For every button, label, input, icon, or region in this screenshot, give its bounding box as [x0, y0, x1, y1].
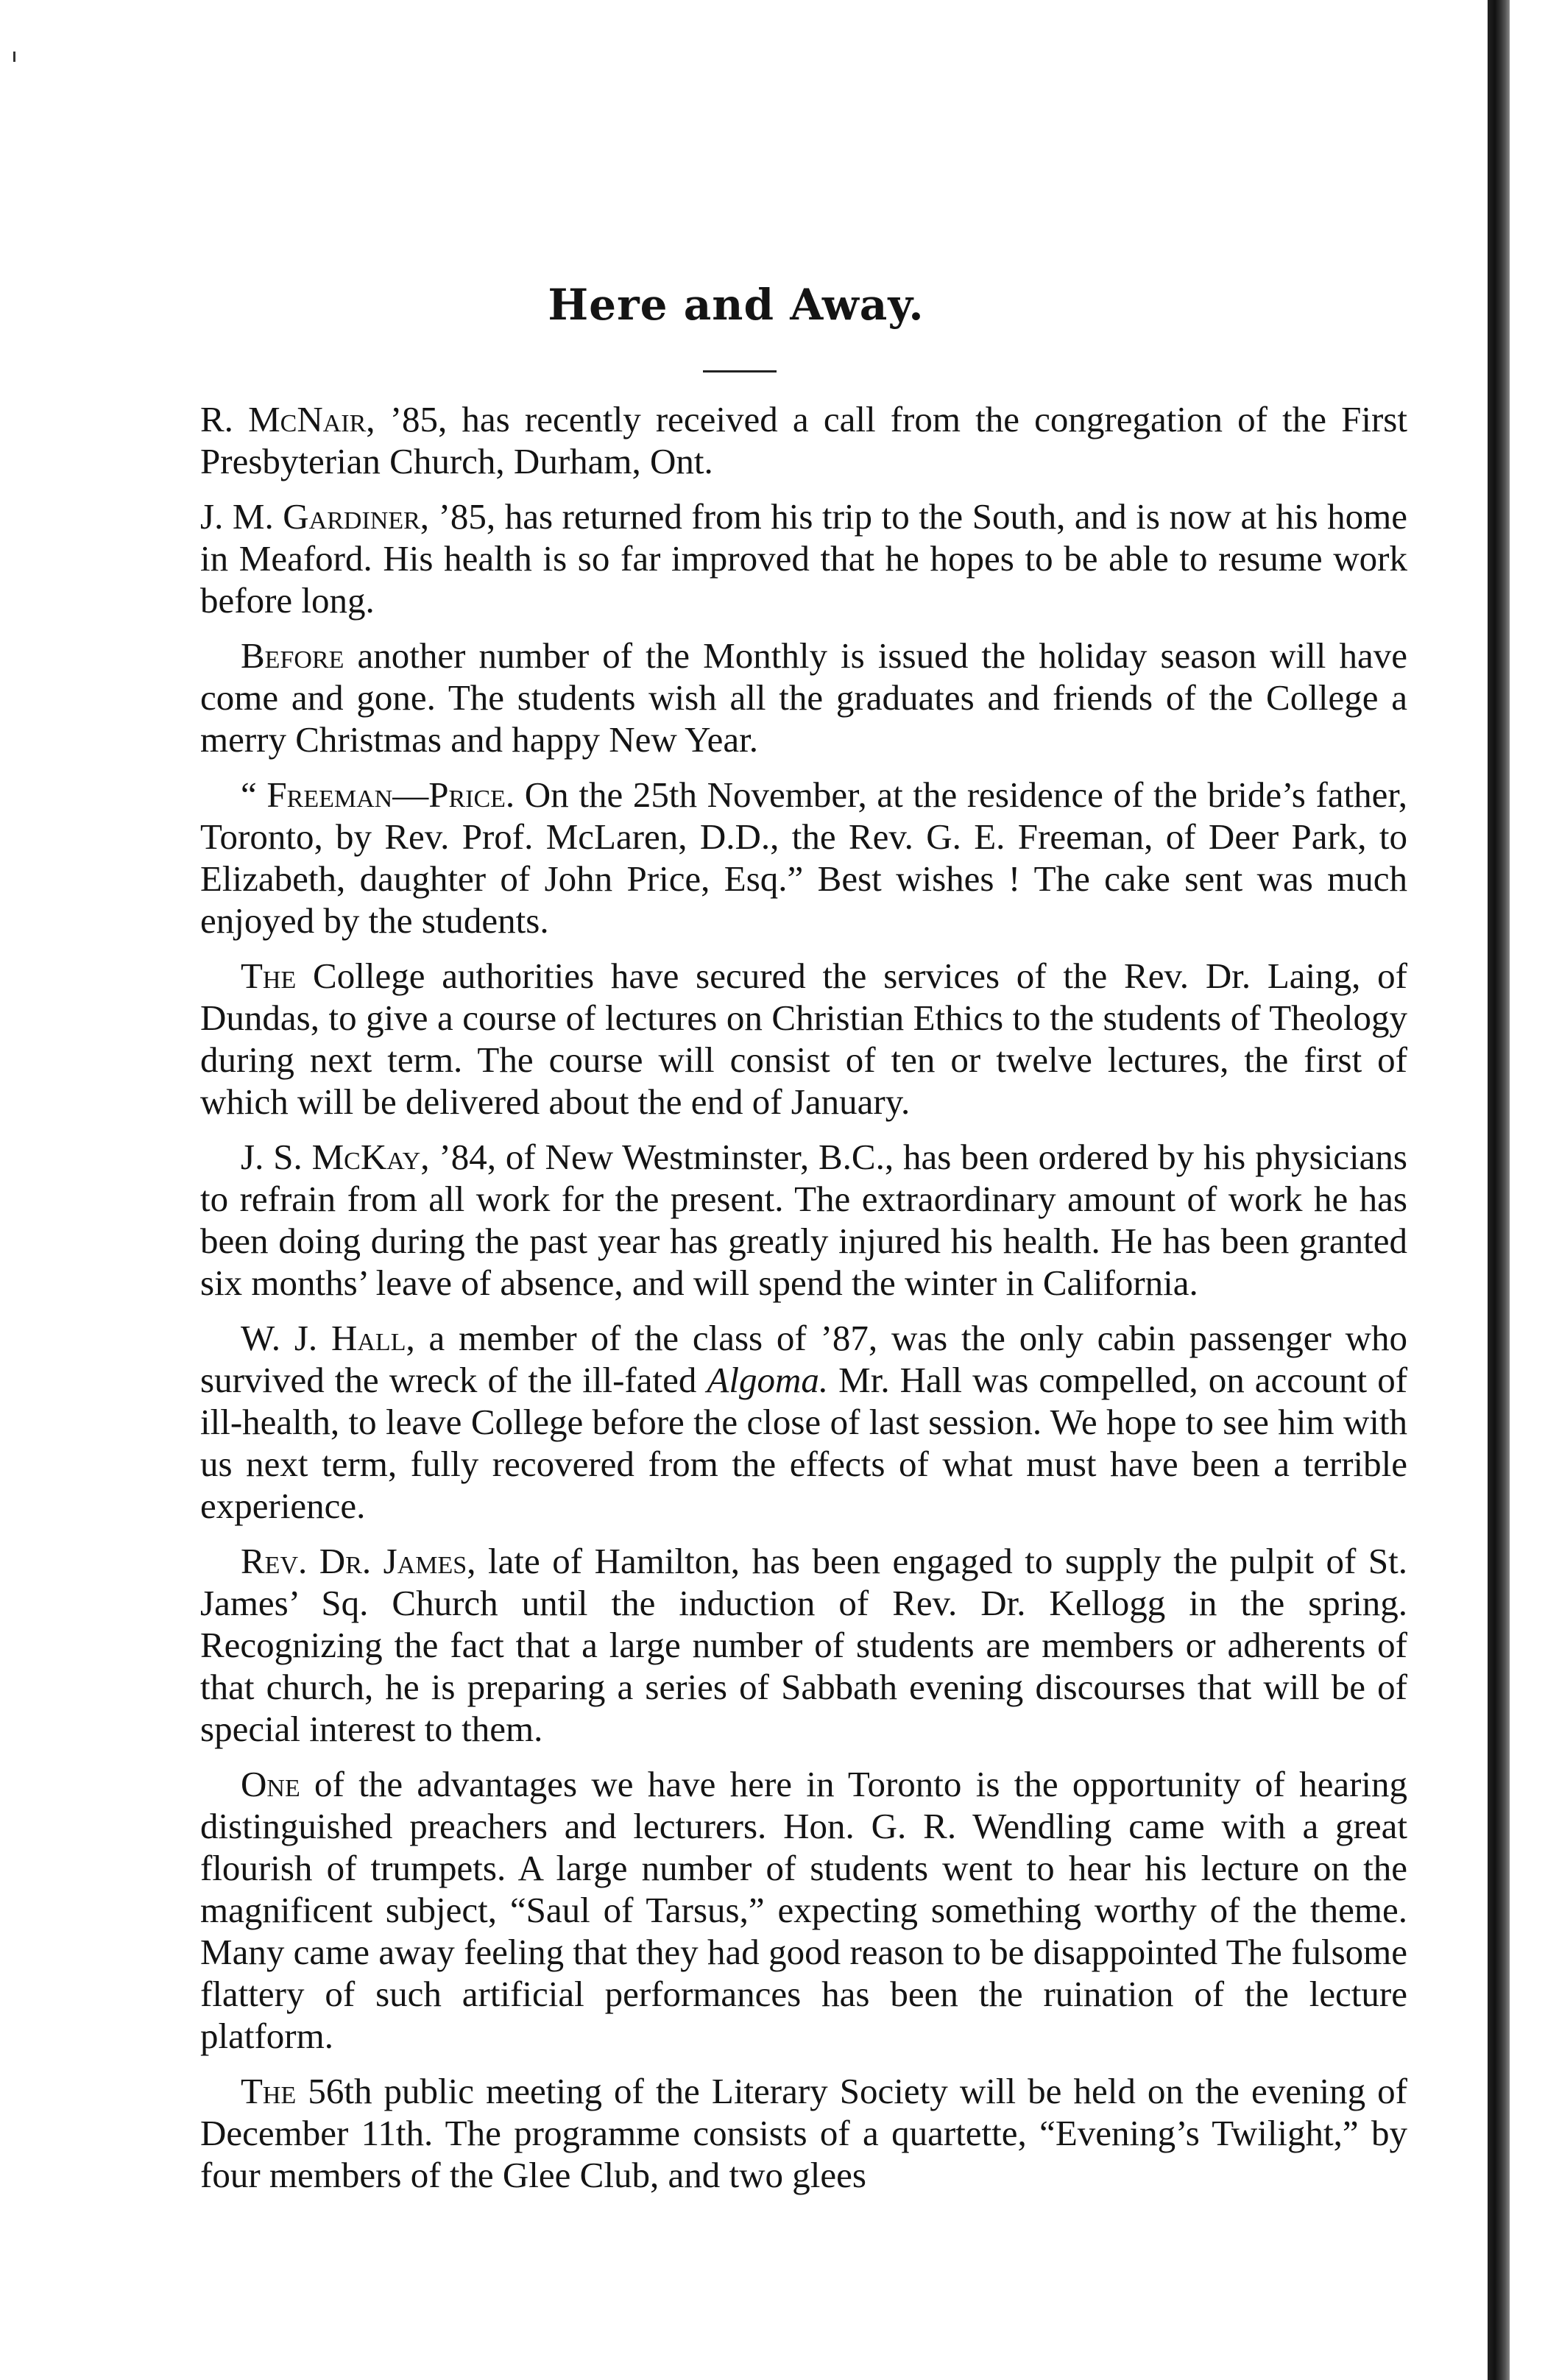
paragraph-text: 56th public meeting of the Literary Society will be held on the evening of December 11th. The programme consists of a quartette, “Evening’s Twilight,” by four members of the Glee Club, and two glees: [200, 2071, 1407, 2195]
paragraph-lead: “ Freeman—Price.: [241, 774, 515, 815]
paragraph-lead: R. McNair,: [200, 399, 375, 439]
paragraph-text: a member of the class of ’87, was the only cabin passenger who survived the wreck of the ill-fated: [200, 1318, 1408, 1400]
paragraph-wendling: [200, 1763, 1407, 2057]
paragraph-text: ’85, has recently received a call from the congregation of the First Presbyterian Church, Durham, Ont.: [200, 399, 1407, 481]
paragraph-text: of the advantages we have here in Toronto is the opportunity of hearing distinguished preachers and lecturers. Hon. G. R. Wendling came with a great flourish of trumpets. A large number of students went to hear his lecture on the magnificent subject, “Saul of Tarsus,” expecting something worthy of the theme. Many came away feeling that they had good reason to be disappointed The fulsome flattery of such artificial performances has been the ruination of the lecture platform.: [200, 1764, 1407, 2056]
paragraph-lead: J. M. Gardiner,: [200, 496, 430, 537]
paragraph-text: On the 25th November, at the residence of the bride’s father, Toronto, by Rev. Prof. McLaren, D.D., the Rev. G. E. Freeman, of Deer Park, to Elizabeth, daughter of John Price, Esq.” Best wishes ! The cake sent was much enjoyed by the students.: [200, 774, 1407, 941]
paragraph-lead: One: [241, 1764, 300, 1804]
paragraph-text: ’84, of New Westminster, B.C., has been ordered by his physicians to refrain from all work for the present. The extraordinary amount of work he has been doing during the past year has greatly injured his health. He has been granted six months’ leave of absence, and will spend the winter in California.: [200, 1137, 1407, 1303]
paragraph-lead: The: [241, 2071, 297, 2111]
paragraph-lead: J. S. McKay,: [241, 1137, 430, 1177]
paragraph-lead: Rev. Dr. James,: [241, 1541, 476, 1581]
paragraph-gardiner: [200, 495, 1407, 621]
paragraph-lead: The: [241, 956, 297, 996]
scan-mark: [13, 52, 15, 62]
ship-name: Algoma.: [707, 1360, 829, 1400]
paragraph-text: Mr. Hall was compelled, on account of ill-health, to leave College before the close of last session. We hope to see him with us next term, fully recovered from the effects of what must have been a terrible experience.: [200, 1360, 1408, 1526]
paragraph-james: [200, 1540, 1407, 1750]
paragraph-college-authorities: [200, 955, 1407, 1123]
paragraph-text: late of Hamilton, has been engaged to supply the pulpit of St. James’ Sq. Church until the induction of Rev. Dr. Kellogg in the spring. Recognizing the fact that a large number of students are members or adherents of that church, he is preparing a series of Sabbath evening discourses that will be of special interest to them.: [200, 1541, 1407, 1749]
paragraph-text: ’85, has returned from his trip to the South, and is now at his home in Meaford. His health is so far improved that he hopes to be able to resume work before long.: [200, 496, 1407, 621]
paragraph-lead: Before: [241, 635, 344, 676]
text-column: [200, 398, 1407, 2209]
paragraph-literary-society: [200, 2070, 1407, 2196]
page-edge-shadow: [1488, 0, 1510, 2380]
paragraph-text: another number of the Monthly is issued the holiday season will have come and gone. The students wish all the graduates and friends of the College a merry Christmas and happy New Year.: [200, 635, 1407, 760]
page-heading: Here and Away.: [548, 280, 924, 330]
paragraph-before: [200, 635, 1407, 760]
paragraph-mcnair: [200, 398, 1407, 482]
paragraph-mckay: [200, 1136, 1407, 1304]
paragraph-hall: [200, 1317, 1407, 1527]
heading-rule: [703, 370, 777, 372]
paragraph-freeman-price: [200, 774, 1407, 942]
paragraph-lead: W. J. Hall,: [241, 1318, 415, 1358]
paragraph-text: College authorities have secured the services of the Rev. Dr. Laing, of Dundas, to give a course of lectures on Christian Ethics to the students of Theology during next term. The course will consist of ten or twelve lectures, the first of which will be delivered about the end of January.: [200, 956, 1407, 1122]
